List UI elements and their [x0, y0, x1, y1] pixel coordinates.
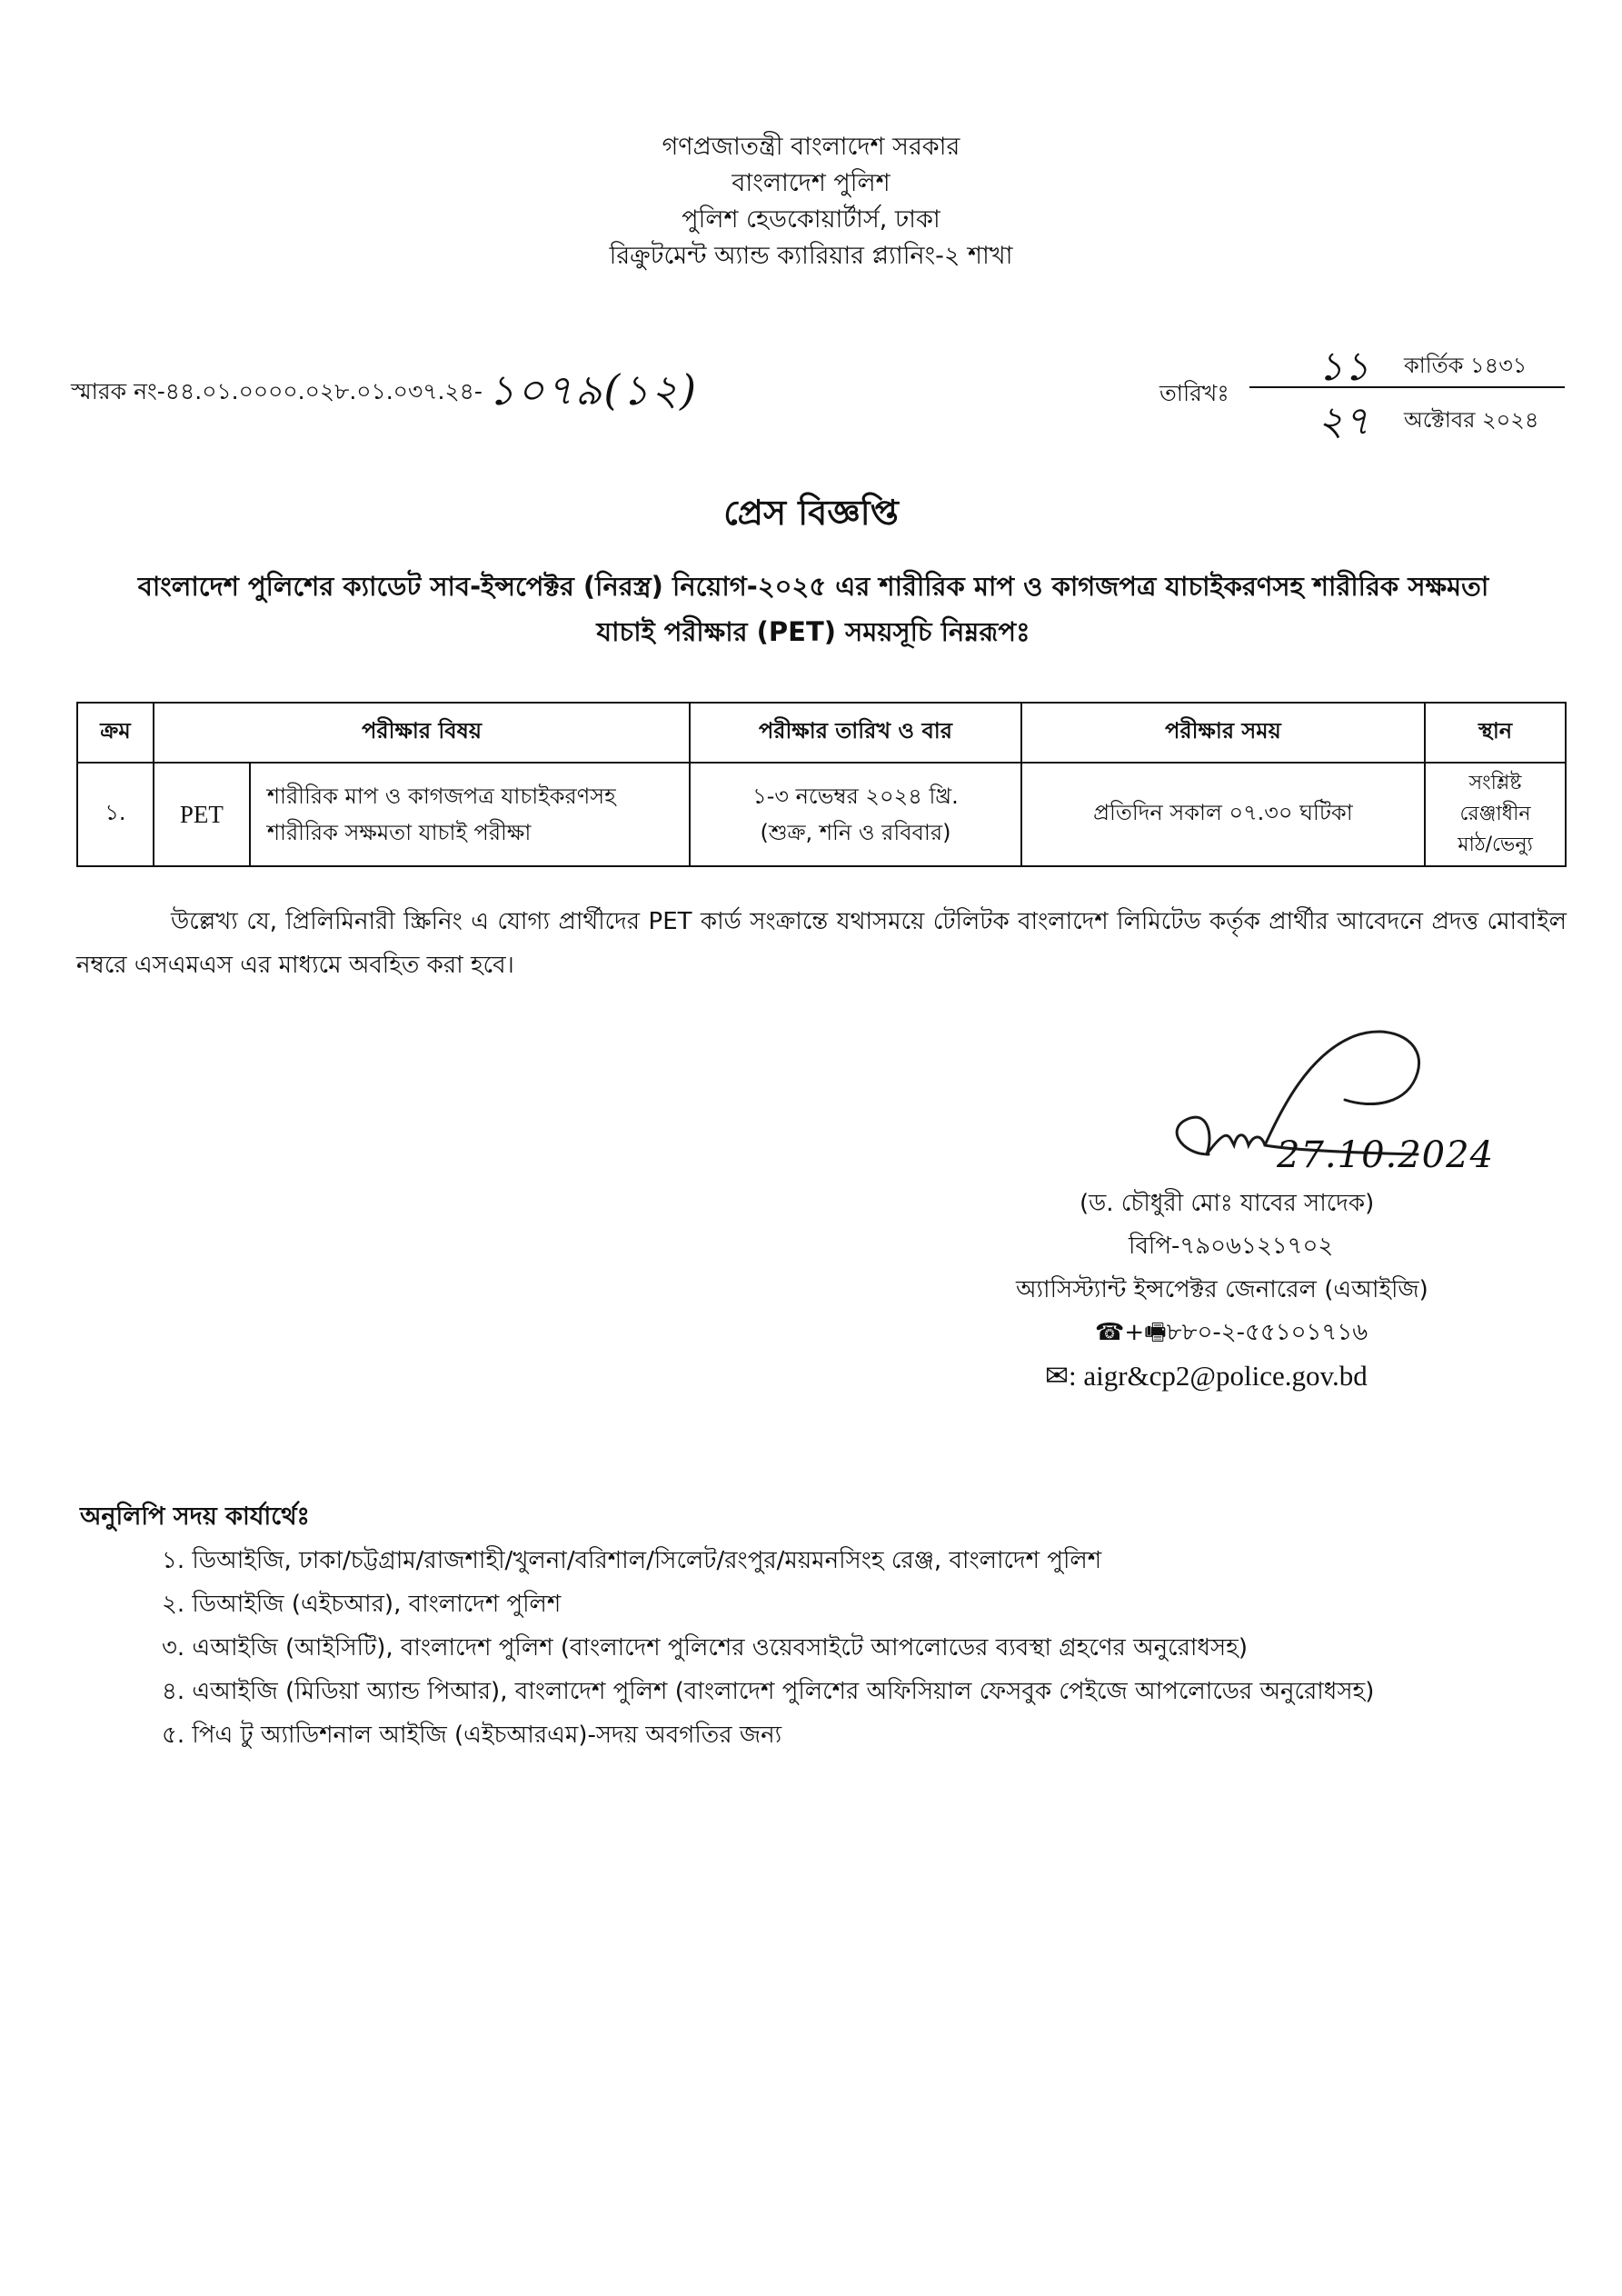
list-item: ১. ডিআইজি, ঢাকা/চট্টগ্রাম/রাজশাহী/খুলনা/বরিশাল/সিলেট/রংপুর/ময়মনসিংহ রেঞ্জ, বাংলাদেশ পুলিশ	[162, 1547, 1102, 1574]
list-item: ৪. এআইজি (মিডিয়া অ্যান্ড পিআর), বাংলাদেশ পুলিশ (বাংলাদেশ পুলিশের অফিসিয়াল ফেসবুক পেইজে আপলোডের অনুরোধসহ)	[162, 1678, 1375, 1705]
header-time: পরীক্ষার সময়	[1021, 703, 1425, 763]
memo-number	[71, 359, 698, 428]
letterhead	[0, 129, 1622, 275]
header-venue: স্থান	[1425, 703, 1566, 763]
cell-venue	[1425, 763, 1566, 866]
cell-date-line-1: ১-৩ নভেম্বর ২০২৪ খ্রি.	[752, 784, 959, 809]
memo-handwritten-number: ১০৭৯(১২)	[487, 365, 699, 414]
table-row	[77, 763, 1566, 866]
date-label: তারিখঃ	[1159, 380, 1229, 406]
date-divider	[1249, 386, 1565, 388]
document-title: প্রেস বিজ্ঞপ্তি	[723, 493, 899, 533]
cell-subject-line-2: শারীরিক সক্ষমতা যাচাই পরীক্ষা	[266, 820, 532, 845]
cell-subject	[250, 763, 690, 866]
date-english-month-year: অক্টোবর ২০২৪	[1404, 407, 1539, 433]
date-english-day: ২৭	[1318, 398, 1370, 444]
signatory-phone	[1095, 1313, 1368, 1355]
letterhead-branch: রিক্রুটমেন্ট অ্যান্ড ক্যারিয়ার প্ল্যানিং-২ শাখা	[609, 242, 1013, 270]
cell-subject-line-1: শারীরিক মাপ ও কাগজপত্র যাচাইকরণসহ	[266, 784, 616, 809]
phone-icon: ☎+🖷	[1095, 1319, 1167, 1346]
list-item: ৫. পিএ টু অ্যাডিশনাল আইজি (এইচআরএম)-সদয় অবগতির জন্য	[162, 1722, 782, 1749]
signatory-name: (ড. চৌধুরী মোঃ যাবের সাদেক)	[1080, 1190, 1375, 1217]
table-header-row	[77, 703, 1566, 763]
email-separator: :	[1068, 1360, 1084, 1392]
cell-date	[690, 763, 1021, 866]
date-english	[1318, 391, 1538, 457]
note-paragraph: উল্লেখ্য যে, প্রিলিমিনারী স্ক্রিনিং এ যোগ্য প্রার্থীদের PET কার্ড সংক্রান্তে যথাসময়ে টেলিটক বাংলাদেশ লিমিটেড কর্তৃক প্রার্থীর আবেদনে প্রদত্ত মোবাইল নম্বরে এসএমএস এর মাধ্যমে অবহিত করা হবে।	[76, 908, 1567, 979]
copy-to-list	[162, 1539, 1374, 1757]
subject-line-2: যাচাই পরীক্ষার (PET) সময়সূচি নিম্নরূপঃ	[596, 616, 1030, 647]
schedule-table	[76, 702, 1567, 867]
subject-line-1: বাংলাদেশ পুলিশের ক্যাডেট সাব-ইন্সপেক্টর (নিরস্ত্র) নিয়োগ-২০২৫ এর শারীরিক মাপ ও কাগজপত্র যাচাইকরণসহ শারীরিক সক্ষমতা	[137, 571, 1489, 602]
signature-handwritten-date: 27.10.2024	[1277, 1134, 1495, 1176]
header-date-day: পরীক্ষার তারিখ ও বার	[690, 703, 1021, 763]
cell-venue-line-2: রেঞ্জাধীন	[1459, 803, 1531, 825]
cell-date-line-2: (শুক্র, শনি ও রবিবার)	[760, 820, 951, 845]
signatory-bp-number: বিপি-৭৯০৬১২১৭০২	[1129, 1233, 1334, 1260]
cell-venue-line-3: মাঠ/ভেন্যু	[1458, 834, 1533, 856]
header-serial: ক্রম	[77, 703, 154, 763]
cell-code: PET	[154, 763, 250, 866]
phone-number: ৮৮০-২-৫৫১০১৭১৬	[1166, 1319, 1368, 1346]
cell-time: প্রতিদিন সকাল ০৭.৩০ ঘটিকা	[1021, 763, 1425, 866]
list-item: ৩. এআইজি (আইসিটি), বাংলাদেশ পুলিশ (বাংলাদেশ পুলিশের ওয়েবসাইটে আপলোডের ব্যবস্থা গ্রহণের অনুরোধসহ)	[162, 1634, 1248, 1662]
letterhead-organization: বাংলাদেশ পুলিশ	[731, 169, 891, 197]
memo-label: স্মারক নং-৪৪.০১.০০০০.০২৮.০১.০৩৭.২৪-	[71, 378, 483, 404]
email-icon: ✉	[1045, 1360, 1069, 1393]
header-subject: পরীক্ষার বিষয়	[154, 703, 690, 763]
subject	[91, 564, 1536, 654]
signatory-email	[1045, 1360, 1368, 1393]
list-item: ২. ডিআইজি (এইচআর), বাংলাদেশ পুলিশ	[162, 1591, 562, 1618]
cell-serial: ১.	[77, 763, 154, 866]
copy-to-title: অনুলিপি সদয় কার্যার্থেঃ	[80, 1502, 310, 1531]
date-bangla-month-year: কার্তিক ১৪৩১	[1404, 353, 1527, 378]
signatory-designation: অ্যাসিস্ট্যান্ট ইন্সপেক্টর জেনারেল (এআইজি)	[1016, 1276, 1428, 1303]
email-address: aigr&cp2@police.gov.bd	[1083, 1360, 1368, 1392]
letterhead-office: পুলিশ হেডকোয়ার্টার্স, ঢাকা	[682, 205, 940, 234]
letterhead-government: গণপ্রজাতন্ত্রী বাংলাদেশ সরকার	[662, 133, 960, 161]
cell-venue-line-1: সংশ্লিষ্ট	[1468, 772, 1522, 794]
date-bangla-day: ১১	[1318, 344, 1370, 390]
